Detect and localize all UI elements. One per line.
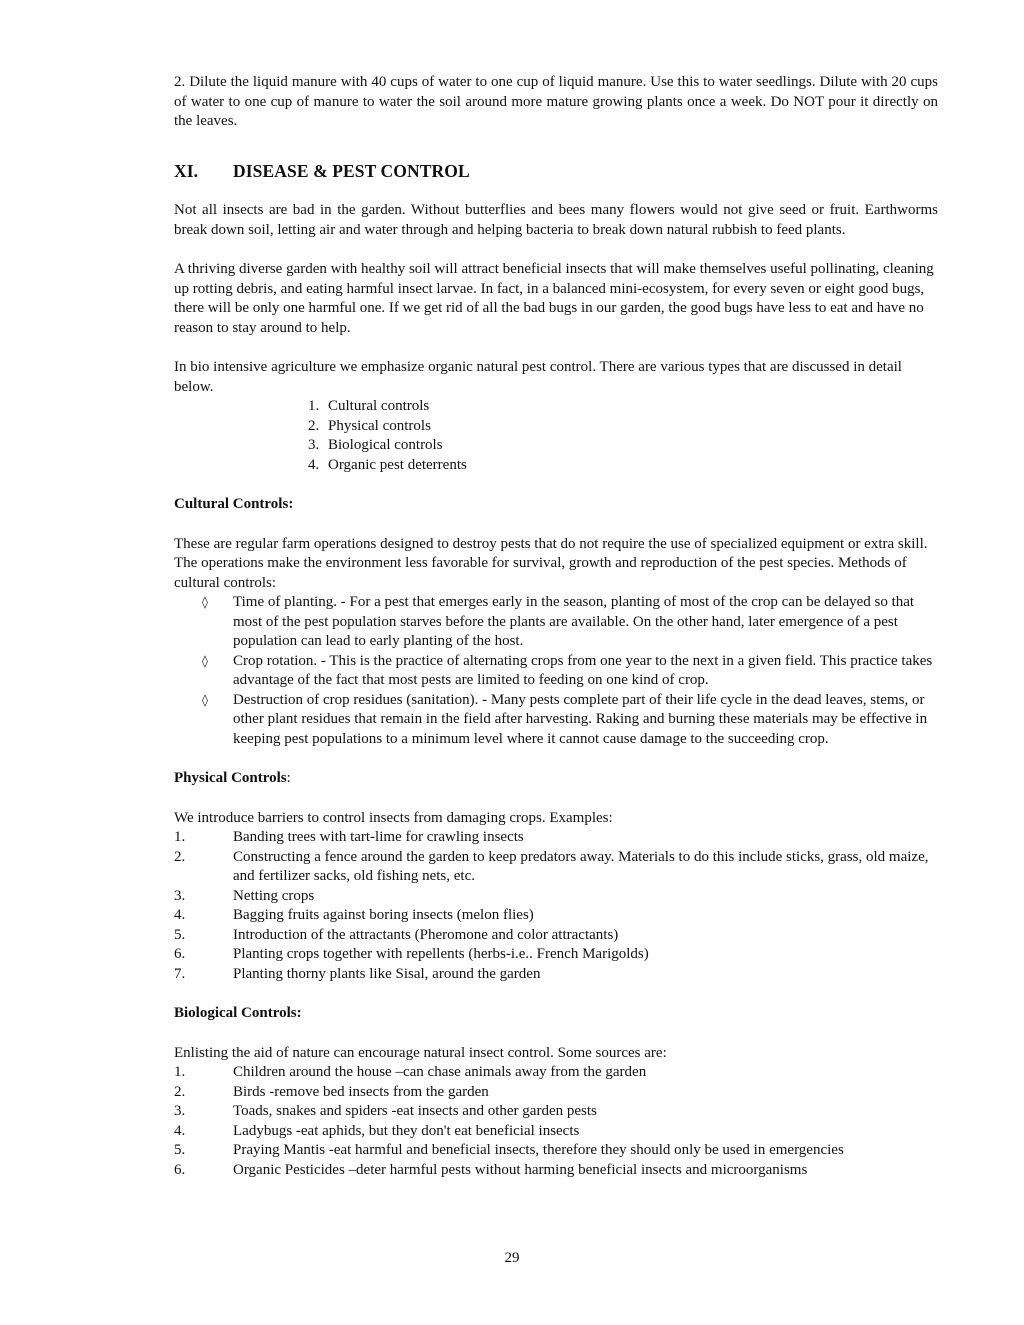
cultural-controls-heading: Cultural Controls: — [174, 496, 294, 512]
list-item: 4. Ladybugs -eat aphids, but they don't eat beneficial insects — [174, 1122, 580, 1139]
list-item: 5. Praying Mantis -eat harmful and beneficial insects, therefore they should only be used in emergencies — [174, 1142, 844, 1158]
list-item: 1. Cultural controls — [308, 398, 430, 414]
biological-controls-list — [174, 1063, 938, 1180]
intro-paragraph: 2. Dilute the liquid manure with 40 cups of water to one cup of liquid manure. Use this to water seedlings. Dilute with 20 cups of water to one cup of manure to water the soil around more mature growing plants once a week. Do NOT pour it directly on the leaves. — [174, 74, 938, 129]
physical-controls-list — [174, 828, 938, 984]
list-item: 2. Birds -remove bed insects from the garden — [174, 1083, 489, 1100]
section-title: DISEASE & PEST CONTROL — [233, 160, 470, 181]
diamond-bullet-icon: ◊ — [202, 653, 208, 668]
paragraph-insects: Not all insects are bad in the garden. Without butterflies and bees many flowers would not give seed or fruit. Earthworms break down soil, letting air and water through and helping bacteria to break down natural rubbish to feed plants. — [174, 202, 938, 238]
list-item: 4. Bagging fruits against boring insects (melon flies) — [174, 907, 534, 923]
diamond-bullet-icon: ◊ — [202, 692, 208, 707]
control-types-list — [174, 397, 938, 475]
physical-controls-heading: Physical Controls — [174, 770, 287, 786]
diamond-bullet-icon: ◊ — [202, 595, 208, 609]
list-item: 3. Toads, snakes and spiders -eat insects and other garden pests — [174, 1103, 597, 1119]
physical-controls-heading-line: Physical Controls: — [174, 770, 291, 786]
biological-controls-intro: Enlisting the aid of nature can encourage natural insect control. Some sources are: — [174, 1044, 667, 1061]
list-item: ◊ Time of planting. - For a pest that emerges early in the season, planting of most of the crop can be delayed so that most of the pest population starves before the plants are available. On the other hand, later emergence of a pest population can lead to early planting of the host. — [174, 593, 938, 652]
list-item: 1. Banding trees with tart-lime for crawling insects — [174, 829, 524, 845]
list-item: 3. Netting crops — [174, 887, 315, 904]
section-heading — [174, 162, 938, 182]
list-item: 5. Introduction of the attractants (Pheromone and color attractants) — [174, 926, 619, 943]
section-number: XI. — [174, 160, 199, 181]
list-item: 2. Constructing a fence around the garden to keep predators away. Materials to do this include sticks, grass, old maize, and fertilizer sacks, old fishing nets, etc. — [174, 848, 929, 884]
cultural-controls-list — [174, 593, 938, 749]
list-item: 6. Planting crops together with repellents (herbs-i.e.. French Marigolds) — [174, 946, 649, 962]
biological-controls-heading: Biological Controls: — [174, 1005, 302, 1021]
physical-controls-intro: We introduce barriers to control insects from damaging crops. Examples: — [174, 809, 613, 826]
list-item: ◊ Destruction of crop residues (sanitation). - Many pests complete part of their life cycle in the dead leaves, stems, or other plant residues that remain in the field after harvesting. Raking and burning these materials may be effective in keeping pest populations to a minimum level where it cannot cause damage to the succeeding crop. — [174, 691, 938, 750]
list-item: 2. Physical controls — [308, 417, 431, 434]
page-number: 29 — [504, 1250, 520, 1266]
list-item: 3. Biological controls — [308, 437, 443, 453]
list-item: 7. Planting thorny plants like Sisal, around the garden — [174, 965, 541, 982]
cultural-controls-intro: These are regular farm operations designed to destroy pests that do not require the use of specialized equipment or extra skill. The operations make the environment less favorable for survival, growth and reproduction of the pest species. Methods of cultural controls: — [174, 535, 928, 591]
list-item: 1. Children around the house –can chase animals away from the garden — [174, 1064, 647, 1080]
paragraph-diverse-garden: A thriving diverse garden with healthy soil will attract beneficial insects that will make themselves useful pollinating, cleaning up rotting debris, and eating harmful insect larvae. In fact, in a balanced mini-ecosystem, for every seven or eight good bugs, there will be only one harmful one. If we get rid of all the bad bugs in our garden, the good bugs have less to eat and have no reason to stay around to help. — [174, 261, 934, 336]
list-item: 6. Organic Pesticides –deter harmful pests without harming beneficial insects and microorganisms — [174, 1161, 808, 1178]
list-item: 4. Organic pest deterrents — [308, 456, 467, 473]
list-item: ◊ Crop rotation. - This is the practice of alternating crops from one year to the next in a given field. This practice takes advantage of the fact that most pests are limited to feeding on one kind of crop. — [174, 652, 938, 691]
page-content — [174, 73, 938, 1180]
paragraph-bio-intensive: In bio intensive agriculture we emphasize organic natural pest control. There are various types that are discussed in detail below. — [174, 359, 902, 395]
